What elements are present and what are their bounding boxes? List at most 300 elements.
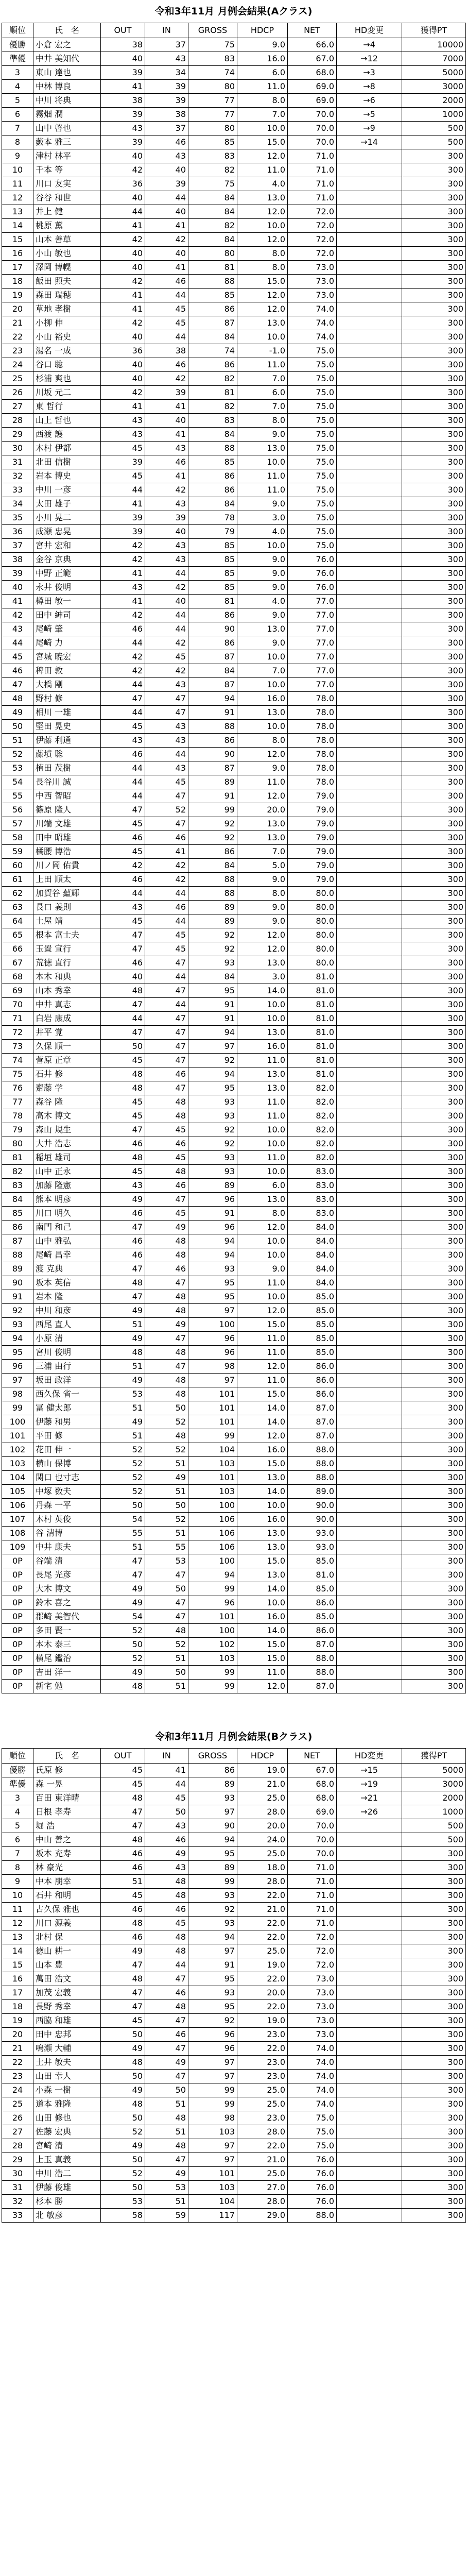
name-cell: 東 哲行 [33, 400, 101, 414]
table-row [2, 1889, 466, 1903]
rank-cell: 85 [2, 1207, 33, 1221]
out-cell: 46 [101, 1234, 145, 1248]
rank-cell: 17 [2, 1986, 33, 2000]
rank-cell: 7 [2, 1847, 33, 1861]
out-cell: 40 [101, 247, 145, 261]
name-cell: 川ノ岡 佑貴 [33, 859, 101, 873]
in-cell: 44 [145, 1958, 188, 1972]
hdcp-cell: 12.0 [237, 1429, 288, 1443]
name-cell: 石井 和明 [33, 1889, 101, 1903]
out-cell: 45 [101, 1764, 145, 1777]
in-cell: 50 [145, 1666, 188, 1680]
points-cell: 300 [402, 1499, 466, 1513]
hd-change-cell [337, 692, 402, 706]
out-cell: 55 [101, 1527, 145, 1540]
section-gap [0, 1693, 467, 1725]
out-cell: 45 [101, 1777, 145, 1791]
name-cell: 稗田 敦 [33, 664, 101, 678]
in-cell: 46 [145, 358, 188, 372]
net-cell: 71.0 [288, 1889, 337, 1903]
gross-cell: 101 [188, 1415, 237, 1429]
net-cell: 87.0 [288, 1429, 337, 1443]
name-cell: 山本 秀幸 [33, 984, 101, 998]
table-row [2, 2209, 466, 2223]
net-cell: 70.0 [288, 135, 337, 149]
gross-cell: 92 [188, 942, 237, 956]
hdcp-cell: 9.0 [237, 914, 288, 928]
in-cell: 46 [145, 1179, 188, 1193]
hd-change-cell: →15 [337, 1764, 402, 1777]
in-cell: 43 [145, 678, 188, 692]
in-cell: 49 [145, 2167, 188, 2181]
rank-cell: 74 [2, 1054, 33, 1067]
rank-cell: 10 [2, 163, 33, 177]
points-cell: 300 [402, 205, 466, 219]
name-cell: 多田 賢一 [33, 1624, 101, 1638]
rank-cell: 45 [2, 650, 33, 664]
points-cell: 10000 [402, 38, 466, 52]
table-row [2, 1387, 466, 1401]
hd-change-cell [337, 1596, 402, 1610]
out-cell: 49 [101, 1944, 145, 1958]
hdcp-cell: 25.0 [237, 2167, 288, 2181]
out-cell: 46 [101, 1903, 145, 1917]
points-cell: 300 [402, 1917, 466, 1930]
name-cell: 谷端 清 [33, 1554, 101, 1568]
hd-change-cell [337, 553, 402, 567]
gross-cell: 98 [188, 1360, 237, 1374]
hdcp-cell: 10.0 [237, 1290, 288, 1304]
table-row [2, 163, 466, 177]
name-cell: 谷谷 和世 [33, 191, 101, 205]
in-cell: 48 [145, 1930, 188, 1944]
in-cell: 44 [145, 289, 188, 302]
rank-cell: 33 [2, 2209, 33, 2223]
hdcp-cell: 6.0 [237, 1179, 288, 1193]
points-cell: 300 [402, 2153, 466, 2167]
name-cell: 桃原 薫 [33, 219, 101, 233]
gross-cell: 87 [188, 761, 237, 775]
points-cell: 300 [402, 1151, 466, 1165]
hdcp-cell: 13.0 [237, 1471, 288, 1485]
points-cell: 300 [402, 1680, 466, 1693]
gross-cell: 93 [188, 1917, 237, 1930]
table-row [2, 1165, 466, 1179]
table-row [2, 1054, 466, 1067]
table-row [2, 1554, 466, 1568]
hd-change-cell [337, 817, 402, 831]
in-cell: 45 [145, 650, 188, 664]
net-cell: 74.0 [288, 330, 337, 344]
net-cell: 75.0 [288, 511, 337, 525]
name-cell: 森谷 隆 [33, 1095, 101, 1109]
name-cell: 伊藤 利通 [33, 734, 101, 748]
hdcp-cell: 20.0 [237, 803, 288, 817]
hdcp-cell: 10.0 [237, 1012, 288, 1026]
in-cell: 45 [145, 1207, 188, 1221]
hdcp-cell: 11.0 [237, 1276, 288, 1290]
net-cell: 86.0 [288, 1374, 337, 1387]
hdcp-cell: 8.0 [237, 734, 288, 748]
rank-cell: 0P [2, 1610, 33, 1624]
points-cell: 300 [402, 1540, 466, 1554]
out-cell: 47 [101, 1805, 145, 1819]
name-cell: 土井 敏夫 [33, 2056, 101, 2070]
rank-cell: 50 [2, 720, 33, 734]
hd-change-cell [337, 608, 402, 622]
hd-change-cell [337, 859, 402, 873]
gross-cell: 97 [188, 1304, 237, 1318]
gross-cell: 85 [188, 455, 237, 469]
table-row [2, 1248, 466, 1262]
name-cell: 中井 康夫 [33, 1540, 101, 1554]
in-cell: 48 [145, 1624, 188, 1638]
points-cell: 1000 [402, 1805, 466, 1819]
hdcp-cell: 28.0 [237, 2195, 288, 2209]
points-cell: 3000 [402, 80, 466, 94]
table-row [2, 2000, 466, 2014]
out-cell: 49 [101, 2042, 145, 2056]
in-cell: 48 [145, 1944, 188, 1958]
net-cell: 81.0 [288, 1040, 337, 1054]
net-cell: 84.0 [288, 1221, 337, 1234]
in-cell: 48 [145, 1374, 188, 1387]
table-row [2, 914, 466, 928]
out-cell: 41 [101, 289, 145, 302]
gross-cell: 85 [188, 553, 237, 567]
table-row [2, 928, 466, 942]
net-cell: 82.0 [288, 1095, 337, 1109]
hdcp-cell: 10.0 [237, 122, 288, 135]
net-cell: 78.0 [288, 706, 337, 720]
table-row [2, 330, 466, 344]
table-row [2, 122, 466, 135]
name-cell: 谷 清博 [33, 1527, 101, 1540]
out-cell: 50 [101, 2028, 145, 2042]
hd-change-cell [337, 442, 402, 455]
name-cell: 大橋 剛 [33, 678, 101, 692]
gross-cell: 81 [188, 386, 237, 400]
rank-cell: 8 [2, 1861, 33, 1875]
out-cell: 47 [101, 1221, 145, 1234]
rank-cell: 準優 [2, 1777, 33, 1791]
gross-cell: 93 [188, 1095, 237, 1109]
out-cell: 42 [101, 859, 145, 873]
points-cell: 300 [402, 149, 466, 163]
hd-change-cell [337, 1360, 402, 1374]
hdcp-cell: 19.0 [237, 1958, 288, 1972]
out-cell: 43 [101, 734, 145, 748]
rank-cell: 15 [2, 233, 33, 247]
points-cell: 300 [402, 1610, 466, 1624]
net-cell: 71.0 [288, 1903, 337, 1917]
name-cell: 霧畑 潤 [33, 108, 101, 122]
points-cell: 300 [402, 1457, 466, 1471]
points-cell: 300 [402, 928, 466, 942]
hd-change-cell [337, 831, 402, 845]
rank-cell: 22 [2, 2056, 33, 2070]
table-row [2, 1193, 466, 1207]
gross-cell: 88 [188, 873, 237, 887]
gross-cell: 99 [188, 1582, 237, 1596]
points-cell: 300 [402, 608, 466, 622]
name-cell: 小山 敏也 [33, 247, 101, 261]
table-row [2, 608, 466, 622]
gross-cell: 82 [188, 372, 237, 386]
in-cell: 39 [145, 80, 188, 94]
in-cell: 47 [145, 1360, 188, 1374]
out-cell: 58 [101, 2209, 145, 2223]
table-row [2, 1304, 466, 1318]
net-cell: 72.0 [288, 1944, 337, 1958]
col-gross-header: GROSS [188, 1749, 237, 1764]
name-cell: 道本 雅隆 [33, 2097, 101, 2111]
out-cell: 46 [101, 1847, 145, 1861]
hdcp-cell: 13.0 [237, 191, 288, 205]
net-cell: 69.0 [288, 94, 337, 108]
hdcp-cell: 16.0 [237, 1513, 288, 1527]
gross-cell: 99 [188, 803, 237, 817]
col-net-header: NET [288, 23, 337, 38]
in-cell: 40 [145, 595, 188, 608]
net-cell: 82.0 [288, 1109, 337, 1123]
rank-cell: 95 [2, 1346, 33, 1360]
table-row [2, 1360, 466, 1374]
points-cell: 300 [402, 1012, 466, 1026]
in-cell: 41 [145, 845, 188, 859]
name-cell: 大木 博文 [33, 1582, 101, 1596]
name-cell: 平田 修 [33, 1429, 101, 1443]
hdcp-cell: 10.0 [237, 1137, 288, 1151]
net-cell: 85.0 [288, 1304, 337, 1318]
out-cell: 45 [101, 469, 145, 483]
hdcp-cell: 23.0 [237, 2028, 288, 2042]
name-cell: 古久保 雅也 [33, 1903, 101, 1917]
gross-cell: 86 [188, 469, 237, 483]
hd-change-cell [337, 1109, 402, 1123]
name-cell: 山上 哲也 [33, 414, 101, 428]
hdcp-cell: 12.0 [237, 149, 288, 163]
in-cell: 53 [145, 1554, 188, 1568]
table-row [2, 80, 466, 94]
rank-cell: 26 [2, 386, 33, 400]
net-cell: 75.0 [288, 539, 337, 553]
hd-change-cell [337, 998, 402, 1012]
net-cell: 67.0 [288, 1764, 337, 1777]
rank-cell: 11 [2, 1903, 33, 1917]
rank-cell: 0P [2, 1596, 33, 1610]
out-cell: 39 [101, 511, 145, 525]
in-cell: 52 [145, 803, 188, 817]
table-row [2, 344, 466, 358]
rank-cell: 5 [2, 94, 33, 108]
name-cell: 佐藤 宏典 [33, 2125, 101, 2139]
name-cell: 田中 昭雄 [33, 831, 101, 845]
hd-change-cell [337, 1276, 402, 1290]
name-cell: 伊藤 和男 [33, 1415, 101, 1429]
hd-change-cell [337, 1012, 402, 1026]
hd-change-cell [337, 2070, 402, 2083]
hdcp-cell: 11.0 [237, 163, 288, 177]
hd-change-cell [337, 1346, 402, 1360]
name-cell: 小山 裕史 [33, 330, 101, 344]
hd-change-cell [337, 1248, 402, 1262]
hdcp-cell: 11.0 [237, 1346, 288, 1360]
rank-cell: 20 [2, 2028, 33, 2042]
out-cell: 45 [101, 845, 145, 859]
hd-change-cell [337, 1193, 402, 1207]
in-cell: 47 [145, 956, 188, 970]
points-cell: 300 [402, 1652, 466, 1666]
gross-cell: 93 [188, 1791, 237, 1805]
out-cell: 40 [101, 191, 145, 205]
table-row [2, 581, 466, 595]
in-cell: 45 [145, 942, 188, 956]
points-cell: 300 [402, 1360, 466, 1374]
out-cell: 51 [101, 1360, 145, 1374]
hdcp-cell: 27.0 [237, 2181, 288, 2195]
net-cell: 75.0 [288, 358, 337, 372]
hd-change-cell: →14 [337, 135, 402, 149]
net-cell: 81.0 [288, 1067, 337, 1081]
points-cell: 300 [402, 1944, 466, 1958]
in-cell: 44 [145, 330, 188, 344]
net-cell: 75.0 [288, 497, 337, 511]
rank-cell: 43 [2, 622, 33, 636]
rank-cell: 6 [2, 1833, 33, 1847]
hd-change-cell [337, 1527, 402, 1540]
name-cell: 杉本 勝 [33, 2195, 101, 2209]
table-row [2, 1221, 466, 1234]
rank-cell: 93 [2, 1318, 33, 1332]
net-cell: 76.0 [288, 581, 337, 595]
gross-cell: 88 [188, 720, 237, 734]
name-cell: 飯田 照夫 [33, 275, 101, 289]
rank-cell: 100 [2, 1415, 33, 1429]
table-row [2, 2181, 466, 2195]
out-cell: 47 [101, 1958, 145, 1972]
gross-cell: 86 [188, 483, 237, 497]
hd-change-cell [337, 1026, 402, 1040]
rank-cell: 42 [2, 608, 33, 622]
rank-cell: 73 [2, 1040, 33, 1054]
hdcp-cell: 13.0 [237, 1081, 288, 1095]
out-cell: 40 [101, 970, 145, 984]
hdcp-cell: 10.0 [237, 455, 288, 469]
hd-change-cell [337, 636, 402, 650]
table-row [2, 2153, 466, 2167]
net-cell: 93.0 [288, 1540, 337, 1554]
out-cell: 42 [101, 539, 145, 553]
name-cell: 三浦 由行 [33, 1360, 101, 1374]
out-cell: 42 [101, 275, 145, 289]
points-cell: 300 [402, 483, 466, 497]
rank-cell: 71 [2, 1012, 33, 1026]
gross-cell: 99 [188, 1875, 237, 1889]
points-cell: 300 [402, 1374, 466, 1387]
hdcp-cell: 8.0 [237, 1207, 288, 1221]
out-cell: 45 [101, 1889, 145, 1903]
net-cell: 75.0 [288, 442, 337, 455]
gross-cell: 97 [188, 2056, 237, 2070]
hd-change-cell [337, 678, 402, 692]
hd-change-cell [337, 1123, 402, 1137]
hd-change-cell: →5 [337, 108, 402, 122]
in-cell: 55 [145, 1540, 188, 1554]
rank-cell: 86 [2, 1221, 33, 1234]
net-cell: 74.0 [288, 2097, 337, 2111]
points-cell: 300 [402, 1095, 466, 1109]
out-cell: 46 [101, 831, 145, 845]
in-cell: 48 [145, 1304, 188, 1318]
hd-change-cell: →19 [337, 1777, 402, 1791]
name-cell: 坂本 充寿 [33, 1847, 101, 1861]
in-cell: 46 [145, 1986, 188, 2000]
out-cell: 52 [101, 1471, 145, 1485]
out-cell: 48 [101, 1833, 145, 1847]
table-row [2, 455, 466, 469]
rank-cell: 優勝 [2, 38, 33, 52]
out-cell: 52 [101, 1485, 145, 1499]
points-cell: 300 [402, 1081, 466, 1095]
net-cell: 68.0 [288, 1791, 337, 1805]
points-cell: 300 [402, 191, 466, 205]
out-cell: 39 [101, 455, 145, 469]
rank-cell: 20 [2, 302, 33, 316]
points-cell: 300 [402, 247, 466, 261]
hd-change-cell [337, 901, 402, 914]
net-cell: 71.0 [288, 1917, 337, 1930]
hdcp-cell: 28.0 [237, 2125, 288, 2139]
name-cell: 長野 秀幸 [33, 2000, 101, 2014]
hdcp-cell: 21.0 [237, 2153, 288, 2167]
in-cell: 41 [145, 261, 188, 275]
in-cell: 46 [145, 2028, 188, 2042]
in-cell: 47 [145, 1193, 188, 1207]
points-cell: 300 [402, 414, 466, 428]
hd-change-cell [337, 483, 402, 497]
col-hd-change-header: HD変更 [337, 1749, 402, 1764]
in-cell: 40 [145, 247, 188, 261]
net-cell: 68.0 [288, 1777, 337, 1791]
hd-change-cell [337, 177, 402, 191]
name-cell: 加茂 宏義 [33, 1986, 101, 2000]
col-rank-header: 順位 [2, 23, 33, 38]
rank-cell: 12 [2, 1917, 33, 1930]
rank-cell: 23 [2, 2070, 33, 2083]
points-cell: 300 [402, 803, 466, 817]
hdcp-cell: 10.0 [237, 720, 288, 734]
name-cell: 小倉 宏之 [33, 38, 101, 52]
table-row [2, 1067, 466, 1081]
rank-cell: 26 [2, 2111, 33, 2125]
points-cell: 300 [402, 2042, 466, 2056]
rank-cell: 104 [2, 1471, 33, 1485]
gross-cell: 95 [188, 1081, 237, 1095]
points-cell: 300 [402, 2000, 466, 2014]
in-cell: 44 [145, 191, 188, 205]
name-cell: 渡 克典 [33, 1262, 101, 1276]
table-row [2, 1123, 466, 1137]
net-cell: 85.0 [288, 1318, 337, 1332]
class-a-header-row [2, 23, 466, 38]
hd-change-cell [337, 1903, 402, 1917]
hd-change-cell [337, 1387, 402, 1401]
in-cell: 48 [145, 2000, 188, 2014]
name-cell: 中山 善之 [33, 1833, 101, 1847]
net-cell: 77.0 [288, 622, 337, 636]
rank-cell: 109 [2, 1540, 33, 1554]
